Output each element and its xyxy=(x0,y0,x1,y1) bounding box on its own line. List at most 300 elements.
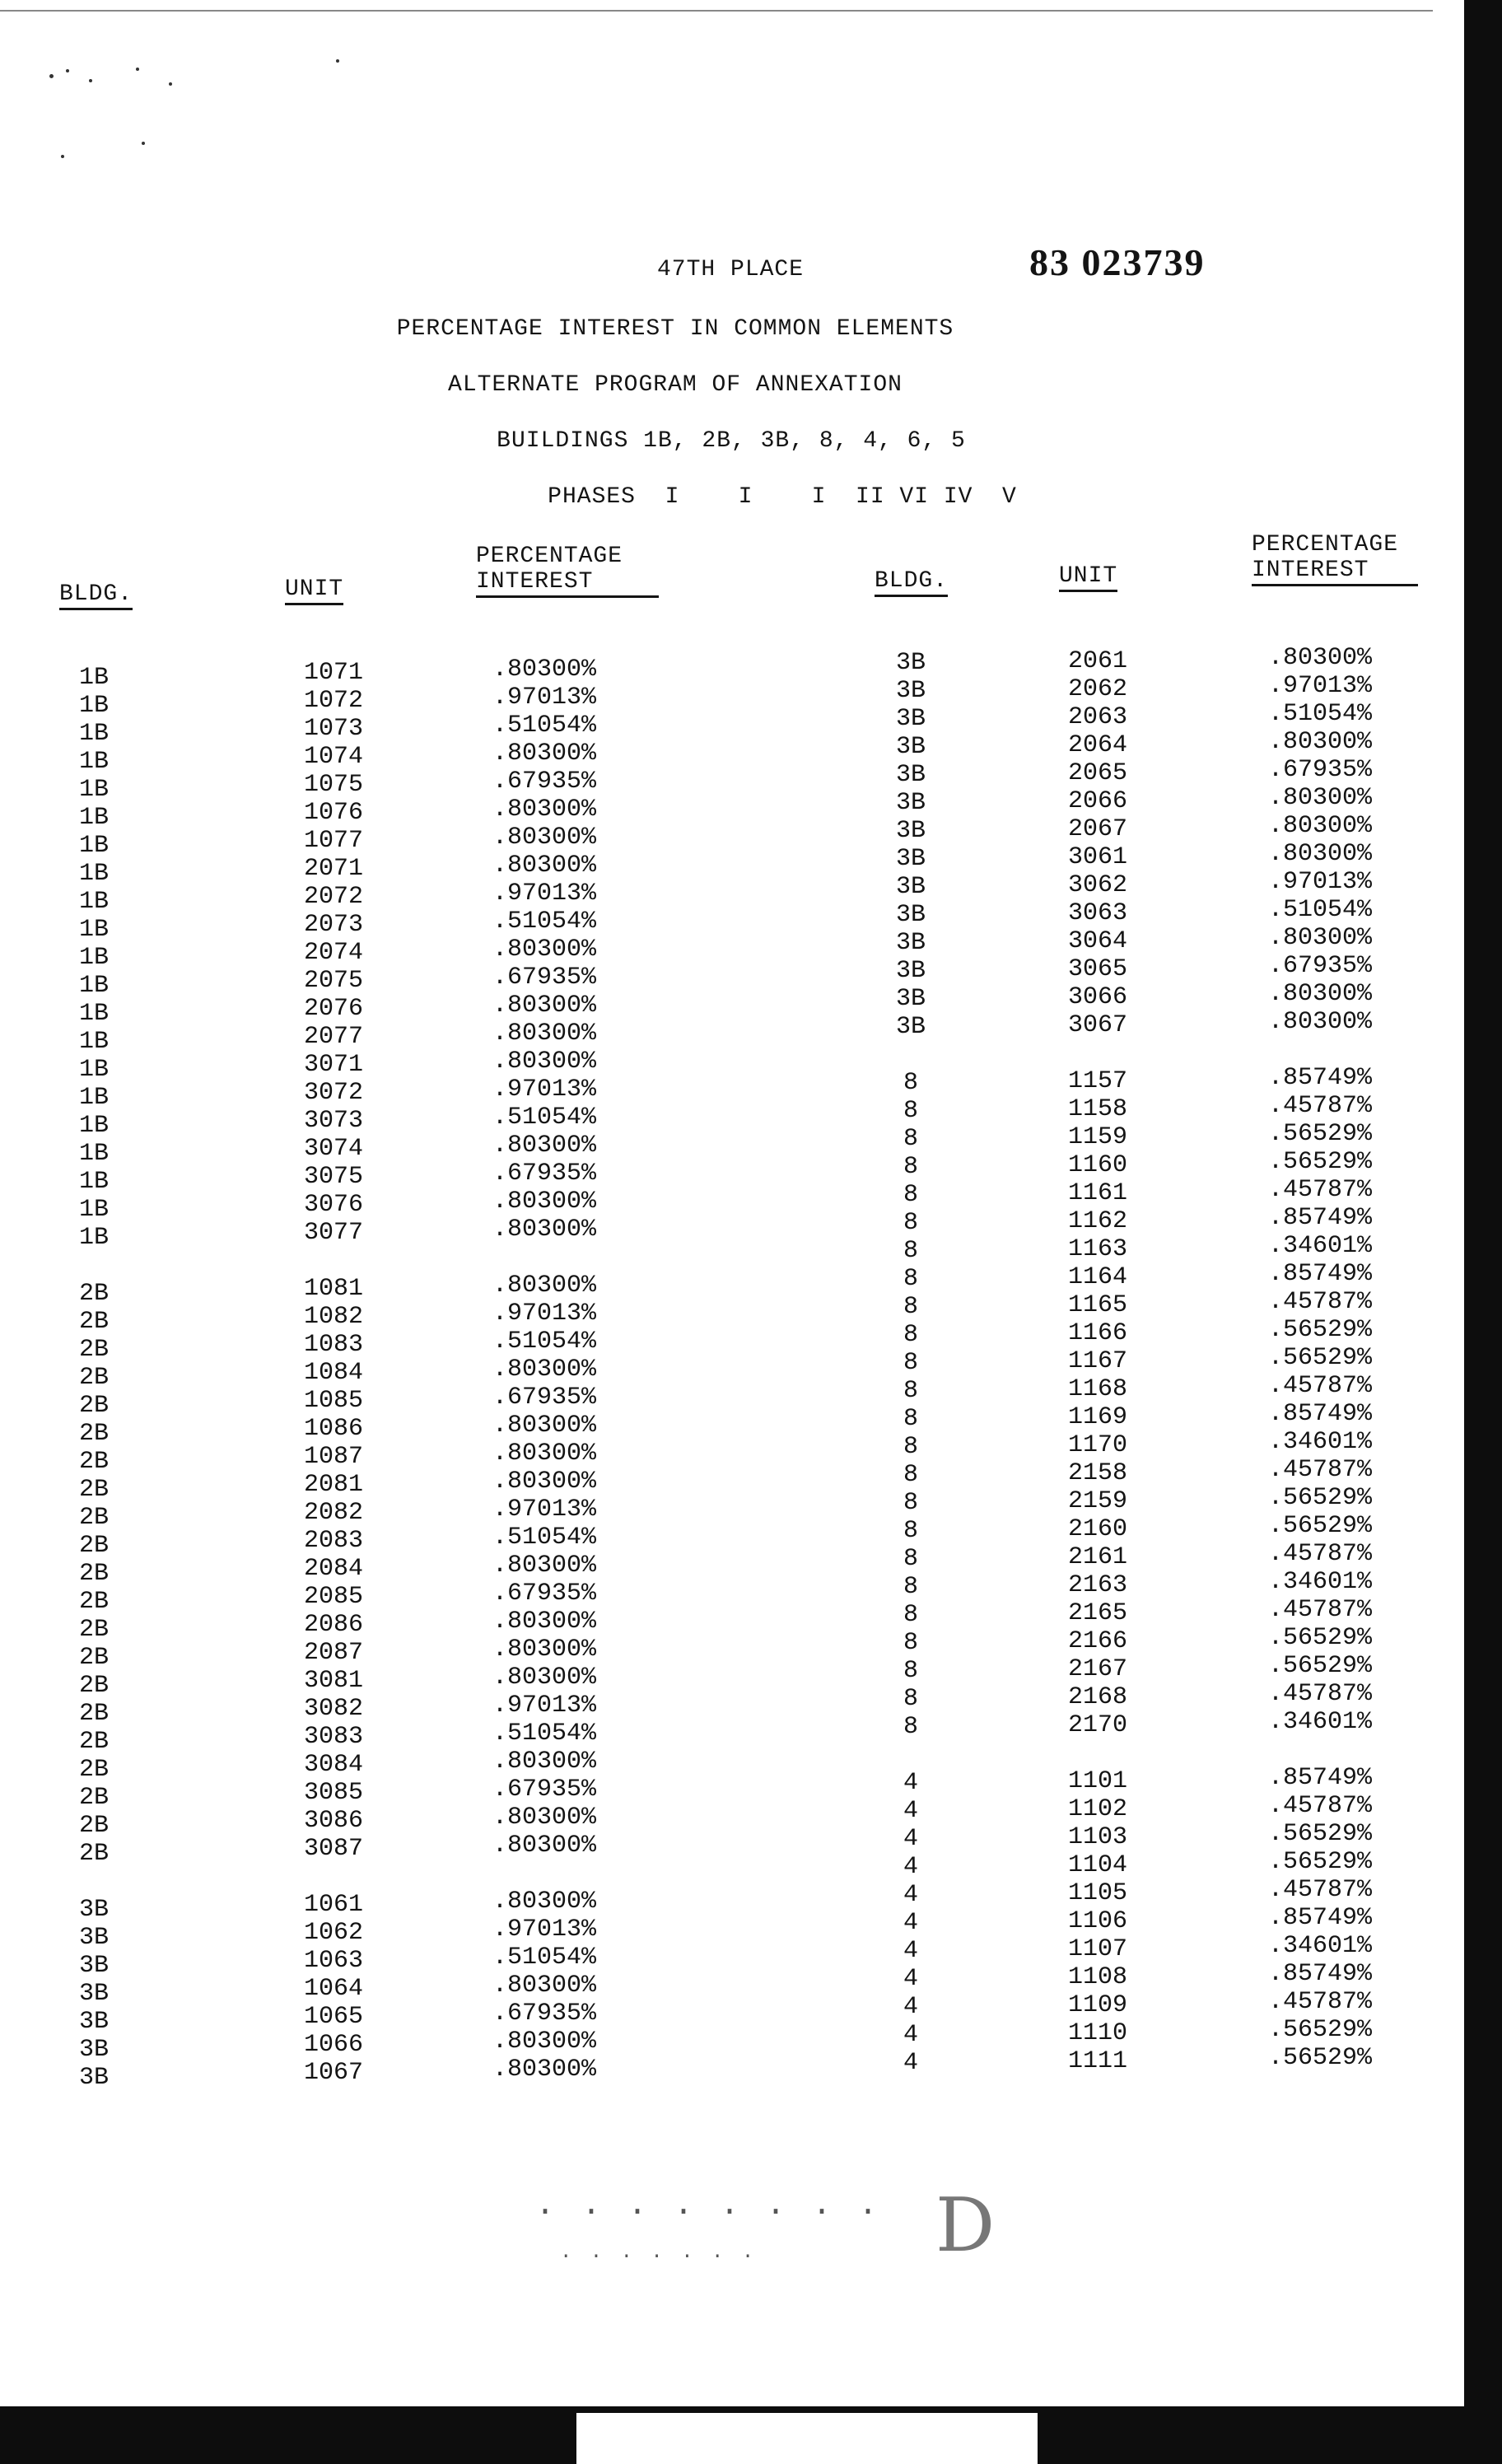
percentage-cell: .80300% xyxy=(1268,924,1373,952)
bldg-cell: 1B xyxy=(78,1196,109,1224)
unit-cell: 2159 xyxy=(1067,1487,1127,1515)
percentage-cell: .34601% xyxy=(1268,1932,1373,1960)
bldg-cell: 2B xyxy=(78,1476,109,1504)
unit-cell: 1073 xyxy=(303,715,363,743)
unit-cell: 3076 xyxy=(303,1191,363,1219)
percentage-cell: .45787% xyxy=(1268,1792,1373,1820)
percentage-cell: .56529% xyxy=(1268,1512,1373,1540)
percentage-cell: .67935% xyxy=(492,1384,597,1412)
unit-cell: 1162 xyxy=(1067,1207,1127,1235)
percentage-cell: .97013% xyxy=(492,1300,597,1328)
bldg-cell: 3B xyxy=(895,873,926,901)
unit-cell: 1076 xyxy=(303,799,363,827)
unit-cell: 2066 xyxy=(1067,787,1127,815)
bldg-cell: 2B xyxy=(78,1308,109,1336)
bldg-cell: 8 xyxy=(903,1209,918,1237)
bldg-cell: 2B xyxy=(78,1392,109,1420)
unit-cell: 1064 xyxy=(303,1975,363,2003)
percentage-cell: .56529% xyxy=(1268,1820,1373,1848)
document-title: PERCENTAGE INTEREST IN COMMON ELEMENTS xyxy=(396,316,954,342)
unit-cell: 1104 xyxy=(1067,1851,1127,1879)
percentage-cell: .80300% xyxy=(1268,728,1373,756)
unit-cell: 2081 xyxy=(303,1471,363,1499)
unit-cell: 1083 xyxy=(303,1331,363,1359)
percentage-cell: .56529% xyxy=(1268,1652,1373,1680)
bldg-cell: 3B xyxy=(895,929,926,957)
scan-speck xyxy=(336,59,339,63)
bldg-cell: 4 xyxy=(903,1993,918,2021)
bldg-cell: 8 xyxy=(903,1265,918,1293)
bldg-cell: 3B xyxy=(895,985,926,1013)
bldg-cell: 1B xyxy=(78,1168,109,1196)
unit-cell: 2062 xyxy=(1067,675,1127,703)
unit-cell: 2082 xyxy=(303,1499,363,1527)
scan-speck xyxy=(66,69,69,72)
scan-speck xyxy=(142,142,145,145)
bldg-cell: 8 xyxy=(903,1349,918,1377)
unit-cell: 1074 xyxy=(303,743,363,771)
percentage-cell: .45787% xyxy=(1268,1456,1373,1484)
unit-cell: 2076 xyxy=(303,995,363,1023)
bldg-cell: 1B xyxy=(78,888,109,916)
bldg-cell: 3B xyxy=(895,817,926,845)
bldg-cell: 1B xyxy=(78,832,109,860)
bldg-cell: 1B xyxy=(78,1084,109,1112)
percentage-cell: .80300% xyxy=(492,1020,597,1048)
unit-cell: 2166 xyxy=(1067,1627,1127,1655)
bldg-cell: 4 xyxy=(903,1853,918,1881)
bldg-cell: 3B xyxy=(895,677,926,705)
buildings-line: BUILDINGS 1B, 2B, 3B, 8, 4, 6, 5 xyxy=(497,428,966,454)
left-unit-heading: UNIT xyxy=(285,576,343,605)
unit-cell: 3086 xyxy=(303,1807,363,1835)
unit-cell: 1103 xyxy=(1067,1823,1127,1851)
unit-cell: 2074 xyxy=(303,939,363,967)
unit-cell: 1159 xyxy=(1067,1123,1127,1151)
unit-cell: 3085 xyxy=(303,1779,363,1807)
percentage-cell: .51054% xyxy=(492,712,597,740)
bldg-cell: 1B xyxy=(78,1224,109,1252)
percentage-cell: .85749% xyxy=(1268,1960,1373,1988)
unit-cell: 3081 xyxy=(303,1667,363,1695)
percentage-cell: .45787% xyxy=(1268,1176,1373,1204)
percentage-cell: .45787% xyxy=(1268,1680,1373,1708)
bldg-cell: 1B xyxy=(78,776,109,804)
bldg-cell: 2B xyxy=(78,1812,109,1840)
percentage-cell: .80300% xyxy=(1268,644,1373,672)
bldg-cell: 2B xyxy=(78,1560,109,1588)
percentage-cell: .85749% xyxy=(1268,1260,1373,1288)
unit-cell: 3077 xyxy=(303,1219,363,1247)
percentage-cell: .85749% xyxy=(1268,1904,1373,1932)
bldg-cell: 8 xyxy=(903,1573,918,1601)
unit-cell: 2063 xyxy=(1067,703,1127,731)
unit-cell: 3083 xyxy=(303,1723,363,1751)
bldg-cell: 2B xyxy=(78,1840,109,1868)
right-unit-heading: UNIT xyxy=(1059,563,1117,592)
percentage-cell: .34601% xyxy=(1268,1232,1373,1260)
percentage-cell: .80300% xyxy=(492,1972,597,2000)
bldg-cell: 1B xyxy=(78,664,109,692)
left-bldg-column xyxy=(53,664,135,2092)
unit-cell: 1087 xyxy=(303,1443,363,1471)
bldg-cell: 1B xyxy=(78,1112,109,1140)
percentage-cell: .80300% xyxy=(492,1748,597,1776)
unit-cell: 2168 xyxy=(1067,1683,1127,1711)
bldg-cell: 4 xyxy=(903,1937,918,1965)
unit-cell: 2064 xyxy=(1067,731,1127,759)
percentage-cell: .80300% xyxy=(492,1412,597,1440)
scan-speck xyxy=(61,155,64,158)
document-subtitle: ALTERNATE PROGRAM OF ANNEXATION xyxy=(448,372,903,398)
bldg-cell: 4 xyxy=(903,1769,918,1797)
percentage-cell: .80300% xyxy=(492,824,597,852)
unit-cell: 2170 xyxy=(1067,1711,1127,1739)
unit-cell: 2075 xyxy=(303,967,363,995)
bldg-cell: 2B xyxy=(78,1588,109,1616)
right-bldg-heading: BLDG. xyxy=(875,568,948,597)
percentage-cell: .56529% xyxy=(1268,1120,1373,1148)
unit-cell: 1161 xyxy=(1067,1179,1127,1207)
percentage-cell: .34601% xyxy=(1268,1568,1373,1596)
unit-cell: 2084 xyxy=(303,1555,363,1583)
unit-cell: 2165 xyxy=(1067,1599,1127,1627)
bldg-cell: 8 xyxy=(903,1433,918,1461)
percentage-cell: .80300% xyxy=(492,1664,597,1692)
unit-cell: 3082 xyxy=(303,1695,363,1723)
bldg-cell: 3B xyxy=(78,2036,109,2064)
unit-cell: 1072 xyxy=(303,687,363,715)
unit-cell: 1106 xyxy=(1067,1907,1127,1935)
percentage-cell: .67935% xyxy=(492,1580,597,1608)
percentage-cell: .67935% xyxy=(492,2000,597,2028)
percentage-cell: .80300% xyxy=(492,1216,597,1244)
bldg-cell: 4 xyxy=(903,2021,918,2049)
unit-cell: 2083 xyxy=(303,1527,363,1555)
percentage-cell: .80300% xyxy=(492,1832,597,1860)
bldg-cell: 3B xyxy=(78,1924,109,1952)
percentage-cell: .34601% xyxy=(1268,1428,1373,1456)
bldg-cell: 8 xyxy=(903,1713,918,1741)
unit-cell: 2087 xyxy=(303,1639,363,1667)
bldg-cell: 2B xyxy=(78,1448,109,1476)
bldg-cell: 2B xyxy=(78,1364,109,1392)
percentage-cell: .80300% xyxy=(492,740,597,768)
percentage-cell: .85749% xyxy=(1268,1400,1373,1428)
unit-cell: 1061 xyxy=(303,1891,363,1919)
document-number: 83 023739 xyxy=(1029,241,1206,283)
unit-cell: 2065 xyxy=(1067,759,1127,787)
bldg-cell: 3B xyxy=(895,789,926,817)
percentage-cell: .56529% xyxy=(1268,2044,1373,2072)
percentage-cell: .80300% xyxy=(492,1188,597,1216)
phases-line: PHASES I I I II VI IV V xyxy=(548,484,1017,510)
unit-cell: 3061 xyxy=(1067,843,1127,871)
bldg-cell: 1B xyxy=(78,692,109,720)
percentage-cell: .80300% xyxy=(492,1048,597,1076)
unit-cell: 1075 xyxy=(303,771,363,799)
scan-right-edge xyxy=(1464,0,1502,2464)
unit-cell: 1111 xyxy=(1067,2047,1127,2075)
bldg-cell: 1B xyxy=(78,720,109,748)
bldg-cell: 2B xyxy=(78,1784,109,1812)
bldg-cell: 4 xyxy=(903,1965,918,1993)
percentage-cell: .80300% xyxy=(492,656,597,684)
stamp-letter-mark: D xyxy=(935,2182,999,2269)
bldg-cell: 8 xyxy=(903,1237,918,1265)
unit-cell: 1110 xyxy=(1067,2019,1127,2047)
scan-speck xyxy=(169,82,172,86)
percentage-cell: .85749% xyxy=(1268,1064,1373,1092)
percentage-cell: .56529% xyxy=(1268,1484,1373,1512)
bldg-cell: 3B xyxy=(78,1896,109,1924)
unit-cell: 1170 xyxy=(1067,1431,1127,1459)
illegible-stamp-mark: . . . . . . . xyxy=(560,2242,758,2264)
unit-cell: 1158 xyxy=(1067,1095,1127,1123)
percentage-cell: .80300% xyxy=(1268,812,1373,840)
scan-bottom-gap xyxy=(576,2413,1038,2464)
unit-cell: 2085 xyxy=(303,1583,363,1611)
bldg-cell: 3B xyxy=(78,1980,109,2008)
unit-cell: 1101 xyxy=(1067,1767,1127,1795)
right-unit-column xyxy=(1044,647,1151,2075)
percentage-cell: .56529% xyxy=(1268,1316,1373,1344)
unit-cell: 1109 xyxy=(1067,1991,1127,2019)
unit-cell: 2161 xyxy=(1067,1543,1127,1571)
left-bldg-heading: BLDG. xyxy=(59,581,133,610)
unit-cell: 2160 xyxy=(1067,1515,1127,1543)
bldg-cell: 3B xyxy=(895,761,926,789)
percentage-cell: .51054% xyxy=(492,1944,597,1972)
percentage-cell: .45787% xyxy=(1268,1092,1373,1120)
percentage-cell: .45787% xyxy=(1268,1988,1373,2016)
percentage-cell: .80300% xyxy=(1268,1008,1373,1036)
unit-cell: 2077 xyxy=(303,1023,363,1051)
unit-cell: 2163 xyxy=(1067,1571,1127,1599)
percentage-cell: .80300% xyxy=(492,852,597,880)
bldg-cell: 2B xyxy=(78,1700,109,1728)
bldg-cell: 2B xyxy=(78,1644,109,1672)
percentage-cell: .97013% xyxy=(1268,672,1373,700)
unit-cell: 2073 xyxy=(303,911,363,939)
percentage-cell: .67935% xyxy=(492,964,597,992)
percentage-cell: .56529% xyxy=(1268,1148,1373,1176)
unit-cell: 2158 xyxy=(1067,1459,1127,1487)
percentage-cell: .45787% xyxy=(1268,1372,1373,1400)
percentage-cell: .51054% xyxy=(492,1328,597,1356)
unit-cell: 2061 xyxy=(1067,647,1127,675)
unit-cell: 3062 xyxy=(1067,871,1127,899)
bldg-cell: 2B xyxy=(78,1280,109,1308)
bldg-cell: 1B xyxy=(78,1028,109,1056)
percentage-cell: .97013% xyxy=(492,1076,597,1104)
unit-cell: 1165 xyxy=(1067,1291,1127,1319)
bldg-cell: 8 xyxy=(903,1321,918,1349)
bldg-cell: 8 xyxy=(903,1125,918,1153)
unit-cell: 2071 xyxy=(303,855,363,883)
unit-cell: 1157 xyxy=(1067,1067,1127,1095)
bldg-cell: 2B xyxy=(78,1756,109,1784)
left-unit-column xyxy=(280,659,387,2087)
percentage-cell: .56529% xyxy=(1268,1344,1373,1372)
bldg-cell: 1B xyxy=(78,748,109,776)
bldg-cell: 8 xyxy=(903,1377,918,1405)
bldg-cell: 2B xyxy=(78,1532,109,1560)
bldg-cell: 1B xyxy=(78,1140,109,1168)
percentage-cell: .67935% xyxy=(492,1160,597,1188)
percentage-cell: .80300% xyxy=(492,992,597,1020)
unit-cell: 3072 xyxy=(303,1079,363,1107)
bldg-cell: 4 xyxy=(903,1825,918,1853)
unit-cell: 1077 xyxy=(303,827,363,855)
unit-cell: 1168 xyxy=(1067,1375,1127,1403)
unit-cell: 1081 xyxy=(303,1275,363,1303)
right-pct-heading: PERCENTAGE INTEREST xyxy=(1252,532,1418,586)
unit-cell: 1067 xyxy=(303,2059,363,2087)
bldg-cell: 8 xyxy=(903,1489,918,1517)
bldg-cell: 8 xyxy=(903,1657,918,1685)
percentage-cell: .80300% xyxy=(492,936,597,964)
bldg-cell: 8 xyxy=(903,1405,918,1433)
bldg-cell: 1B xyxy=(78,1056,109,1084)
bldg-cell: 8 xyxy=(903,1545,918,1573)
bldg-cell: 8 xyxy=(903,1293,918,1321)
bldg-cell: 8 xyxy=(903,1153,918,1181)
right-bldg-column xyxy=(870,649,952,2077)
unit-cell: 2067 xyxy=(1067,815,1127,843)
percentage-cell: .97013% xyxy=(1268,868,1373,896)
bldg-cell: 3B xyxy=(895,705,926,733)
bldg-cell: 3B xyxy=(895,845,926,873)
bldg-cell: 2B xyxy=(78,1616,109,1644)
percentage-cell: .80300% xyxy=(492,1468,597,1496)
bldg-cell: 3B xyxy=(895,1013,926,1041)
unit-cell: 3064 xyxy=(1067,927,1127,955)
bldg-cell: 3B xyxy=(78,2008,109,2036)
bldg-cell: 8 xyxy=(903,1097,918,1125)
unit-cell: 1169 xyxy=(1067,1403,1127,1431)
bldg-cell: 8 xyxy=(903,1517,918,1545)
percentage-cell: .51054% xyxy=(492,1720,597,1748)
unit-cell: 2167 xyxy=(1067,1655,1127,1683)
percentage-cell: .67935% xyxy=(1268,952,1373,980)
unit-cell: 1160 xyxy=(1067,1151,1127,1179)
unit-cell: 1163 xyxy=(1067,1235,1127,1263)
unit-cell: 1065 xyxy=(303,2003,363,2031)
unit-cell: 1086 xyxy=(303,1415,363,1443)
unit-cell: 1167 xyxy=(1067,1347,1127,1375)
bldg-cell: 4 xyxy=(903,2049,918,2077)
percentage-cell: .34601% xyxy=(1268,1708,1373,1736)
unit-cell: 3074 xyxy=(303,1135,363,1163)
left-pct-column xyxy=(492,656,674,2084)
unit-cell: 1066 xyxy=(303,2031,363,2059)
unit-cell: 1164 xyxy=(1067,1263,1127,1291)
bldg-cell: 3B xyxy=(895,733,926,761)
unit-cell: 1071 xyxy=(303,659,363,687)
percentage-cell: .80300% xyxy=(1268,784,1373,812)
unit-cell: 2086 xyxy=(303,1611,363,1639)
bldg-cell: 1B xyxy=(78,1000,109,1028)
percentage-cell: .80300% xyxy=(492,1636,597,1664)
percentage-cell: .85749% xyxy=(1268,1764,1373,1792)
percentage-cell: .80300% xyxy=(492,1272,597,1300)
unit-cell: 2072 xyxy=(303,883,363,911)
percentage-cell: .97013% xyxy=(492,684,597,712)
percentage-cell: .51054% xyxy=(492,1524,597,1552)
percentage-cell: .80300% xyxy=(492,2056,597,2084)
left-pct-heading: PERCENTAGE INTEREST xyxy=(476,544,659,598)
unit-cell: 3087 xyxy=(303,1835,363,1863)
bldg-cell: 3B xyxy=(78,2064,109,2092)
percentage-cell: .56529% xyxy=(1268,2016,1373,2044)
scan-speck xyxy=(89,79,92,82)
bldg-cell: 2B xyxy=(78,1336,109,1364)
bldg-cell: 1B xyxy=(78,972,109,1000)
bldg-cell: 8 xyxy=(903,1181,918,1209)
percentage-cell: .51054% xyxy=(1268,896,1373,924)
place-heading: 47TH PLACE xyxy=(657,257,805,282)
percentage-cell: .51054% xyxy=(1268,700,1373,728)
unit-cell: 1108 xyxy=(1067,1963,1127,1991)
percentage-cell: .67935% xyxy=(1268,756,1373,784)
percentage-cell: .45787% xyxy=(1268,1596,1373,1624)
percentage-cell: .56529% xyxy=(1268,1624,1373,1652)
bldg-cell: 3B xyxy=(895,957,926,985)
bldg-cell: 3B xyxy=(895,649,926,677)
percentage-cell: .85749% xyxy=(1268,1204,1373,1232)
bldg-cell: 3B xyxy=(78,1952,109,1980)
bldg-cell: 2B xyxy=(78,1728,109,1756)
percentage-cell: .80300% xyxy=(492,2028,597,2056)
bldg-cell: 4 xyxy=(903,1909,918,1937)
scan-top-line xyxy=(0,10,1433,12)
bldg-cell: 1B xyxy=(78,944,109,972)
percentage-cell: .80300% xyxy=(492,1132,597,1160)
illegible-stamp-mark: · · · · · · · · xyxy=(535,2194,882,2231)
percentage-cell: .97013% xyxy=(492,1916,597,1944)
unit-cell: 3067 xyxy=(1067,1011,1127,1039)
scan-speck xyxy=(136,68,139,71)
unit-cell: 1166 xyxy=(1067,1319,1127,1347)
bldg-cell: 8 xyxy=(903,1069,918,1097)
bldg-cell: 1B xyxy=(78,916,109,944)
unit-cell: 1107 xyxy=(1067,1935,1127,1963)
percentage-cell: .51054% xyxy=(492,908,597,936)
bldg-cell: 4 xyxy=(903,1797,918,1825)
bldg-cell: 4 xyxy=(903,1881,918,1909)
bldg-cell: 8 xyxy=(903,1601,918,1629)
percentage-cell: .80300% xyxy=(492,796,597,824)
bldg-cell: 8 xyxy=(903,1685,918,1713)
bldg-cell: 1B xyxy=(78,804,109,832)
bldg-cell: 8 xyxy=(903,1629,918,1657)
unit-cell: 3065 xyxy=(1067,955,1127,983)
percentage-cell: .67935% xyxy=(492,768,597,796)
percentage-cell: .45787% xyxy=(1268,1288,1373,1316)
unit-cell: 1062 xyxy=(303,1919,363,1947)
unit-cell: 3075 xyxy=(303,1163,363,1191)
percentage-cell: .97013% xyxy=(492,1692,597,1720)
percentage-cell: .80300% xyxy=(1268,840,1373,868)
bldg-cell: 2B xyxy=(78,1672,109,1700)
unit-cell: 3073 xyxy=(303,1107,363,1135)
scan-speck xyxy=(49,74,54,78)
unit-cell: 1105 xyxy=(1067,1879,1127,1907)
percentage-cell: .97013% xyxy=(492,880,597,908)
percentage-cell: .80300% xyxy=(1268,980,1373,1008)
bldg-cell: 2B xyxy=(78,1504,109,1532)
